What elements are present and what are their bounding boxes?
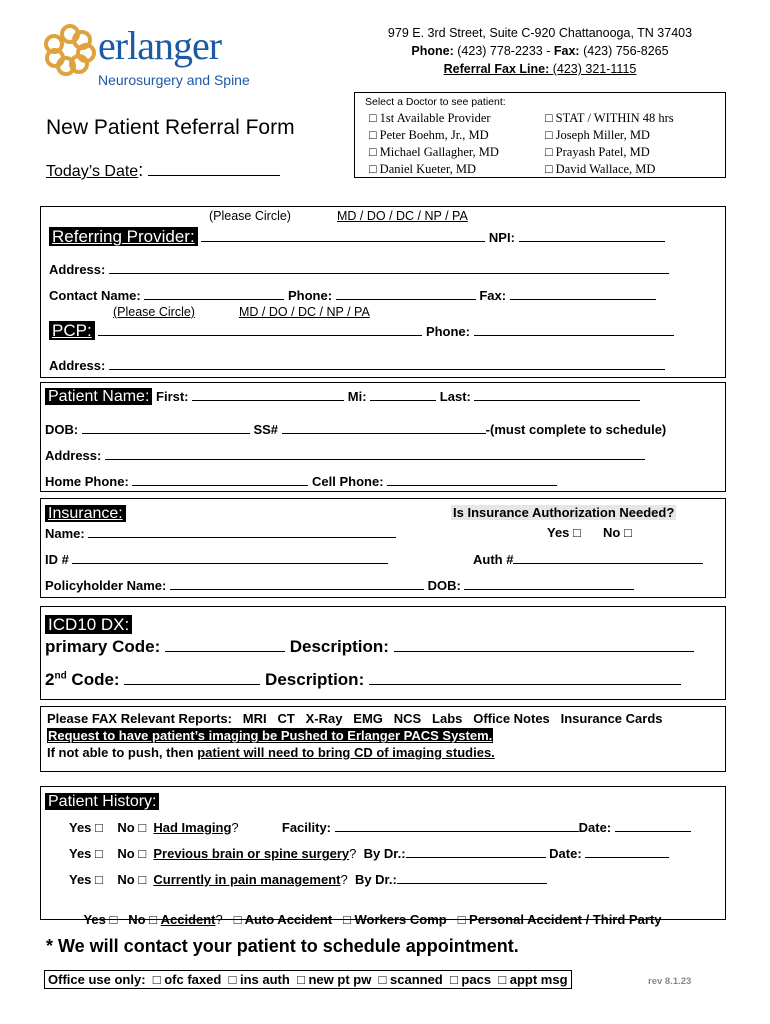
doctor-option[interactable]: □ Michael Gallagher, MD (369, 145, 499, 159)
doctor-option[interactable]: □ Peter Boehm, Jr., MD (369, 128, 489, 142)
patient-name-row: Patient Name: First: Mi: Last: (45, 388, 640, 406)
patient-address-row: Address: (45, 447, 645, 463)
yes-checkbox[interactable]: Yes □ (69, 820, 103, 835)
cd-notice-line: If not able to push, then patient will need to bring CD of imaging studies. (47, 745, 495, 760)
history-row-imaging: Yes □ No □ Had Imaging? Facility: Date: (69, 819, 691, 835)
patient-name-label: Patient Name: (45, 388, 152, 405)
pain-doctor-field[interactable] (397, 871, 547, 884)
street-address: 979 E. 3rd Street, Suite C-920 Chattanooga, TN 37403 (387, 26, 693, 40)
address-block (340, 24, 740, 78)
patient-box (40, 382, 726, 492)
doctor-option[interactable]: □ STAT / WITHIN 48 hrs (545, 111, 674, 125)
contact-row: Contact Name: Phone: Fax: (49, 287, 656, 303)
insurance-id-row: ID # (45, 551, 388, 567)
doctor-list-left (369, 110, 499, 178)
history-row-surgery: Yes □ No □ Previous brain or spine surgery? By Dr.: Date: (69, 845, 669, 861)
pcp-label: PCP: (49, 321, 95, 340)
no-checkbox[interactable]: No □ (117, 872, 147, 887)
referring-provider-field[interactable] (201, 229, 485, 242)
referring-provider-box (40, 206, 726, 378)
facility-field[interactable] (335, 819, 579, 832)
doctor-option[interactable]: □ 1st Available Provider (369, 111, 491, 125)
history-label: Patient History: (45, 793, 159, 811)
insurance-id-field[interactable] (72, 551, 388, 564)
yes-checkbox[interactable]: Yes □ (69, 846, 103, 861)
please-circle-label: (Please Circle) (209, 209, 291, 223)
referring-provider-row: Referring Provider: NPI: (49, 227, 729, 247)
patient-address-field[interactable] (105, 447, 645, 460)
phone-line: Phone: (423) 778-2233 - Fax: (423) 756-8265 (411, 44, 669, 58)
history-row-pain: Yes □ No □ Currently in pain management? By Dr.: (69, 871, 547, 887)
please-circle-label-2: (Please Circle) (113, 305, 195, 319)
yes-checkbox[interactable]: Yes □ (83, 912, 118, 927)
pcp-field[interactable] (98, 323, 422, 336)
primary-code-field[interactable] (165, 637, 285, 652)
policyholder-row: Policyholder Name: DOB: (45, 577, 634, 593)
surgery-doctor-field[interactable] (406, 845, 546, 858)
auth-number-field[interactable] (513, 551, 703, 564)
pacs-request-line: Request to have patient’s imaging be Pushed to Erlanger PACS System. (48, 728, 493, 743)
home-phone-field[interactable] (132, 473, 308, 486)
second-description-field[interactable] (369, 670, 681, 685)
auth-question: Is Insurance Authorization Needed? (453, 505, 675, 520)
auth-no-checkbox[interactable]: No □ (603, 525, 632, 540)
auth-number-row: Auth # (473, 551, 703, 567)
npi-field[interactable] (519, 229, 665, 242)
ss-field[interactable] (282, 421, 486, 434)
patient-history-box (40, 786, 726, 927)
first-name-field[interactable] (192, 388, 344, 401)
referring-provider-label: Referring Provider: (49, 227, 198, 246)
referring-address-row: Address: (49, 261, 669, 277)
doctor-select-header: Select a Doctor to see patient: (365, 96, 506, 108)
no-checkbox[interactable]: No □ (128, 912, 157, 927)
pcp-address-field[interactable] (109, 357, 665, 370)
doctor-option[interactable]: □ David Wallace, MD (545, 162, 656, 176)
brand-subtitle: Neurosurgery and Spine (98, 72, 250, 88)
doctor-option[interactable]: □ Joseph Miller, MD (545, 128, 650, 142)
doctor-select-box (354, 92, 726, 178)
insurance-box (40, 498, 726, 598)
doctor-list-right (545, 110, 674, 178)
icd10-label: ICD10 DX: (45, 615, 132, 635)
credentials-options-2[interactable]: MD / DO / DC / NP / PA (239, 305, 370, 319)
dob-field[interactable] (82, 421, 250, 434)
history-row-accident: Yes □ No □ Accident? □ Auto Accident □ Workers Comp □ Personal Accident / Third Party (83, 912, 662, 927)
form-title: New Patient Referral Form (46, 116, 295, 139)
todays-date[interactable]: Today’s Date: (46, 160, 280, 181)
surgery-date-field[interactable] (585, 845, 669, 858)
contact-phone-field[interactable] (336, 287, 476, 300)
reports-box (40, 706, 726, 772)
no-checkbox[interactable]: No □ (117, 846, 147, 861)
insurance-name-row: Name: (45, 525, 396, 541)
pcp-row: PCP: Phone: (49, 321, 674, 341)
imaging-date-field[interactable] (615, 819, 691, 832)
revision-label: rev 8.1.23 (648, 976, 692, 987)
dob-row: DOB: SS# -(must complete to schedule) (45, 422, 667, 437)
pcp-phone-field[interactable] (474, 323, 674, 336)
no-checkbox[interactable]: No □ (117, 820, 147, 835)
doctor-option[interactable]: □ Prayash Patel, MD (545, 145, 650, 159)
contact-notice: * We will contact your patient to schedule appointment. (46, 936, 519, 956)
second-code-field[interactable] (124, 670, 260, 685)
second-code-row: 2nd Code: Description: (45, 670, 681, 690)
yes-checkbox[interactable]: Yes □ (69, 872, 103, 887)
office-use-box: Office use only: □ ofc faxed □ ins auth □ new pt pw □ scanned □ pacs □ appt msg (44, 970, 572, 989)
credentials-options[interactable]: MD / DO / DC / NP / PA (337, 209, 468, 223)
erlanger-logo-icon (44, 24, 96, 76)
icd10-box (40, 606, 726, 700)
doctor-option[interactable]: □ Daniel Kueter, MD (369, 162, 477, 176)
primary-description-field[interactable] (394, 637, 694, 652)
referral-fax-line: Referral Fax Line: (423) 321-1115 (443, 62, 637, 76)
insurance-name-field[interactable] (88, 525, 396, 538)
policyholder-field[interactable] (170, 577, 424, 590)
referring-address-field[interactable] (109, 261, 669, 274)
policyholder-dob-field[interactable] (464, 577, 634, 590)
accident-type-options[interactable]: □ Auto Accident □ Workers Comp □ Personal Accident / Third Party (233, 912, 662, 927)
phone-row: Home Phone: Cell Phone: (45, 473, 557, 489)
insurance-label: Insurance: (45, 505, 126, 523)
contact-fax-field[interactable] (510, 287, 656, 300)
mi-field[interactable] (370, 388, 436, 401)
cell-phone-field[interactable] (387, 473, 557, 486)
pcp-address-row: Address: (49, 357, 665, 373)
contact-name-field[interactable] (144, 287, 284, 300)
last-name-field[interactable] (474, 388, 640, 401)
auth-yes-checkbox[interactable]: Yes □ (547, 525, 581, 540)
brand-name: erlanger (98, 23, 222, 68)
primary-code-row: primary Code: Description: (45, 637, 694, 657)
reports-line: Please FAX Relevant Reports: MRI CT X-Ray EMG NCS Labs Office Notes Insurance Cards (47, 711, 663, 726)
